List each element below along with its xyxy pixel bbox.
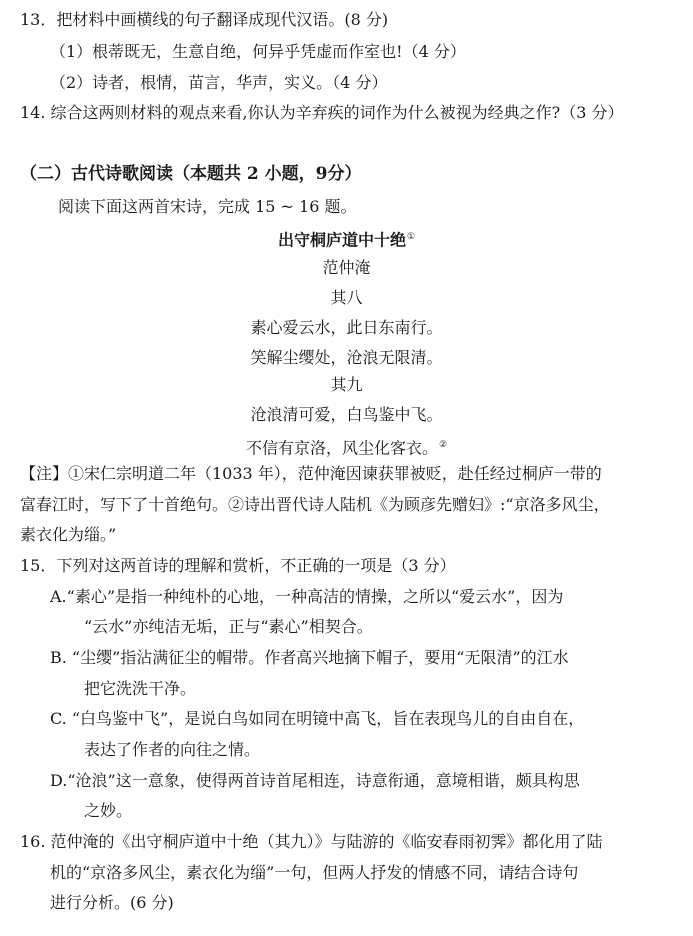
poem-title-text: 出守桐庐道中十绝: [277, 230, 406, 250]
poem-part-1-line-1: 素心爱云水，此日东南行。: [250, 318, 443, 337]
section-2-heading: （二）古代诗歌阅读（本题共 2 小题，9分）: [20, 164, 362, 184]
poem-author: 范仲淹: [322, 258, 371, 277]
poem-part-2-line-2: [0, 434, 693, 459]
section-2-instruction: 阅读下面这两首宋诗，完成 15 ~ 16 题。: [58, 197, 357, 216]
notes-line-2: 富春江时，写下了十首绝句。②诗出晋代诗人陆机《为顾彦先赠妇》:“京洛多风尘，: [20, 495, 610, 514]
poem-part-2-line-2-text: 不信有京洛，风尘化客衣。: [245, 438, 438, 458]
question-13-stem: 13．把材料中画横线的句子翻译成现代汉语。(8 分): [20, 10, 389, 29]
question-15-stem: 15．下列对这两首诗的理解和赏析，不正确的一项是（3 分）: [20, 556, 456, 575]
option-c-line-2: 表达了作者的向往之情。: [84, 740, 261, 759]
poem-part-2-label: 其九: [330, 375, 363, 394]
option-d-line-1: D.“沧浪”这一意象，使得两首诗首尾相连，诗意衔通，意境相谐，颇具构思: [50, 771, 580, 790]
option-d-line-2: 之妙。: [84, 801, 133, 820]
question-16-line-1: 16. 范仲淹的《出守桐庐道中十绝（其九）》与陆游的《临安春雨初霁》都化用了陆: [20, 832, 603, 851]
poem-part-1-label: 其八: [330, 288, 363, 307]
option-c-line-1: C. “白鸟鉴中飞”，是说白鸟如同在明镜中高飞，旨在表现鸟儿的自由自在，: [50, 709, 585, 728]
question-16-line-2: 机的“京洛多风尘，素衣化为缁”一句，但两人抒发的情感不同，请结合诗句: [50, 863, 579, 882]
poem-part-1-line-2: 笑解尘缨处，沧浪无限清。: [250, 348, 443, 367]
question-13-sub-1: （1）根蒂既无，生意自绝，何异乎凭虚而作室也!（4 分）: [50, 42, 466, 61]
option-a-line-1: A.“素心”是指一种纯朴的心地，一种高洁的情操，之所以“爱云水”，因为: [50, 587, 564, 606]
question-13-sub-2: （2）诗者，根情，苗言，华声，实义。（4 分）: [50, 73, 388, 92]
poem-part-2-line-1: 沧浪清可爱，白鸟鉴中飞。: [250, 405, 443, 424]
poem-title-footnote-mark: ①: [406, 232, 416, 242]
notes-line-1: 【注】①宋仁宗明道二年（1033 年），范仲淹因谏获罪被贬，赴任经过桐庐一带的: [20, 464, 602, 483]
notes-line-3: 素衣化为缁。”: [20, 525, 117, 544]
question-14: 14. 综合这两则材料的观点来看,你认为辛弃疾的词作为什么被视为经典之作?（3 分）: [20, 103, 624, 122]
option-a-line-2: “云水”亦纯洁无垢，正与“素心”相契合。: [84, 617, 373, 636]
poem-title: [0, 226, 693, 251]
option-b-line-2: 把它洗洗干净。: [84, 679, 197, 698]
poem-footnote-mark-2: ②: [438, 440, 448, 450]
option-b-line-1: B. “尘缨”指沾满征尘的帽带。作者高兴地摘下帽子，要用“无限清”的江水: [50, 648, 569, 667]
question-16-line-3: 进行分析。(6 分): [50, 893, 174, 912]
